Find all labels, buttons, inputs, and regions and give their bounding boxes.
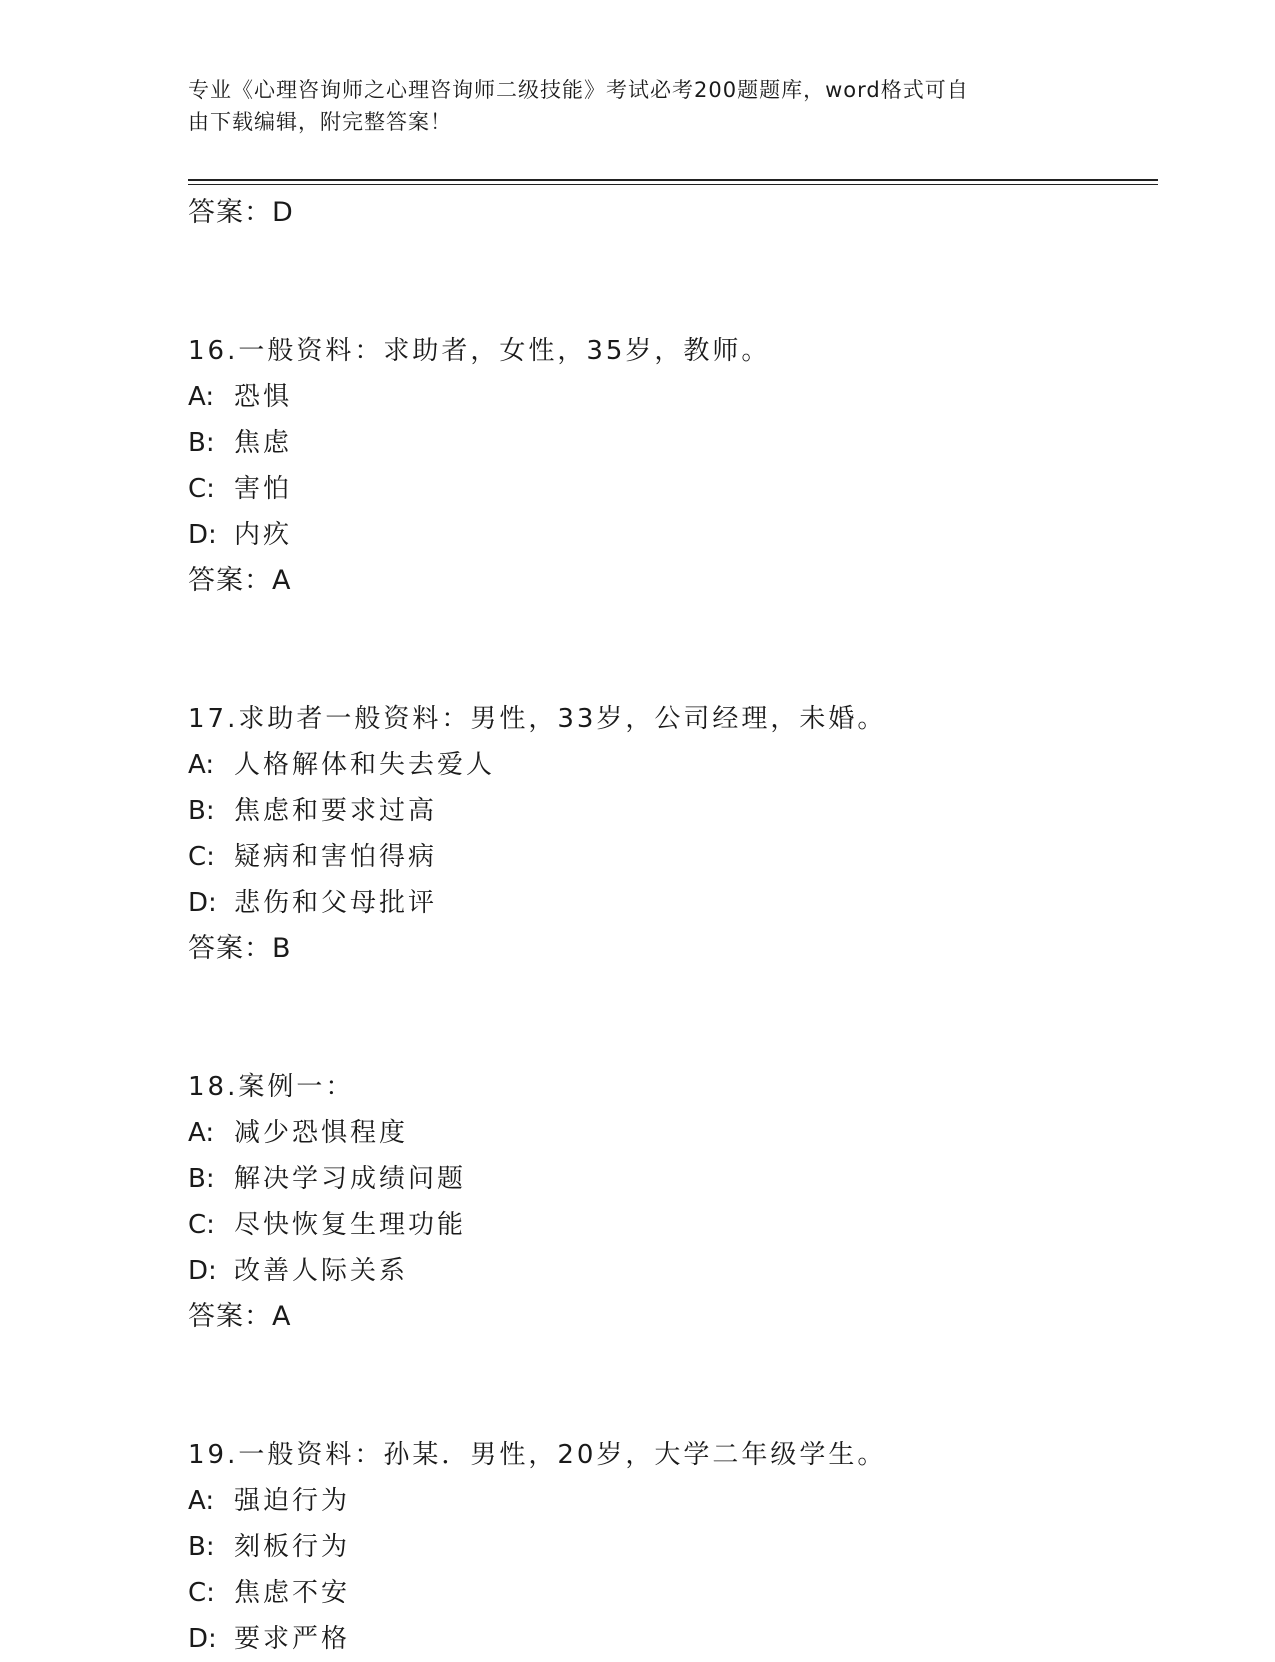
option-key: A:: [188, 1118, 215, 1148]
option-text: 焦虑不安: [234, 1578, 351, 1608]
answer-line: 答案：A: [188, 565, 292, 596]
option-key: B:: [188, 796, 215, 826]
spacer: [188, 236, 1148, 328]
option-a: [188, 742, 1148, 788]
option-key: C:: [188, 842, 215, 872]
question-stem: 16.一般资料：求助者，女性，35岁，教师。: [188, 336, 771, 366]
option-c: [188, 1202, 1148, 1248]
question-block: [188, 1064, 1148, 1340]
header-line-2: 由下载编辑，附完整答案！: [188, 110, 452, 134]
option-key: B:: [188, 1532, 215, 1562]
option-key: D:: [188, 520, 217, 550]
option-key: C:: [188, 1210, 215, 1240]
option-text: 疑病和害怕得病: [234, 842, 438, 872]
option-key: A:: [188, 750, 215, 780]
question-block: [188, 328, 1148, 604]
spacer: [188, 604, 1148, 696]
option-d: [188, 1616, 1148, 1662]
option-text: 恐惧: [234, 382, 293, 412]
option-d: [188, 880, 1148, 926]
question-block: [188, 1432, 1148, 1662]
spacer: [188, 972, 1148, 1064]
option-a: [188, 1110, 1148, 1156]
option-c: [188, 834, 1148, 880]
option-c: [188, 466, 1148, 512]
header-rule-thick: [188, 179, 1158, 181]
document-header: [188, 74, 1068, 138]
question-stem: 18.案例一：: [188, 1072, 355, 1102]
option-a: [188, 374, 1148, 420]
option-text: 害怕: [234, 474, 293, 504]
answer-line: 答案：D: [188, 197, 294, 228]
question-stem: 19.一般资料：孙某．男性，20岁，大学二年级学生。: [188, 1440, 887, 1470]
header-line-1: 专业《心理咨询师之心理咨询师二级技能》考试必考200题题库，word格式可自: [188, 78, 969, 102]
question-block: [188, 696, 1148, 972]
option-b: [188, 788, 1148, 834]
option-text: 人格解体和失去爱人: [234, 750, 496, 780]
option-b: [188, 420, 1148, 466]
option-a: [188, 1478, 1148, 1524]
answer-line: 答案：B: [188, 933, 292, 964]
answer-line: 答案：A: [188, 1301, 292, 1332]
option-text: 刻板行为: [234, 1532, 351, 1562]
spacer: [188, 1340, 1148, 1432]
option-text: 解决学习成绩问题: [234, 1164, 467, 1194]
option-key: A:: [188, 1486, 215, 1516]
option-c: [188, 1570, 1148, 1616]
option-text: 内疚: [234, 520, 293, 550]
option-text: 要求严格: [234, 1624, 351, 1654]
option-text: 焦虑: [234, 428, 293, 458]
option-d: [188, 1248, 1148, 1294]
option-key: D:: [188, 888, 217, 918]
option-text: 悲伤和父母批评: [234, 888, 438, 918]
option-key: D:: [188, 1624, 217, 1654]
option-text: 减少恐惧程度: [234, 1118, 409, 1148]
option-key: B:: [188, 1164, 215, 1194]
option-key: B:: [188, 428, 215, 458]
question-stem: 17.求助者一般资料：男性，33岁，公司经理，未婚。: [188, 704, 887, 734]
option-key: A:: [188, 382, 215, 412]
option-text: 改善人际关系: [234, 1256, 409, 1286]
option-key: D:: [188, 1256, 217, 1286]
option-text: 强迫行为: [234, 1486, 351, 1516]
option-b: [188, 1524, 1148, 1570]
option-key: C:: [188, 1578, 215, 1608]
option-d: [188, 512, 1148, 558]
option-text: 焦虑和要求过高: [234, 796, 438, 826]
option-text: 尽快恢复生理功能: [234, 1210, 467, 1240]
header-rule-thin: [188, 184, 1158, 185]
option-b: [188, 1156, 1148, 1202]
option-key: C:: [188, 474, 215, 504]
question-list: [188, 190, 1148, 1662]
